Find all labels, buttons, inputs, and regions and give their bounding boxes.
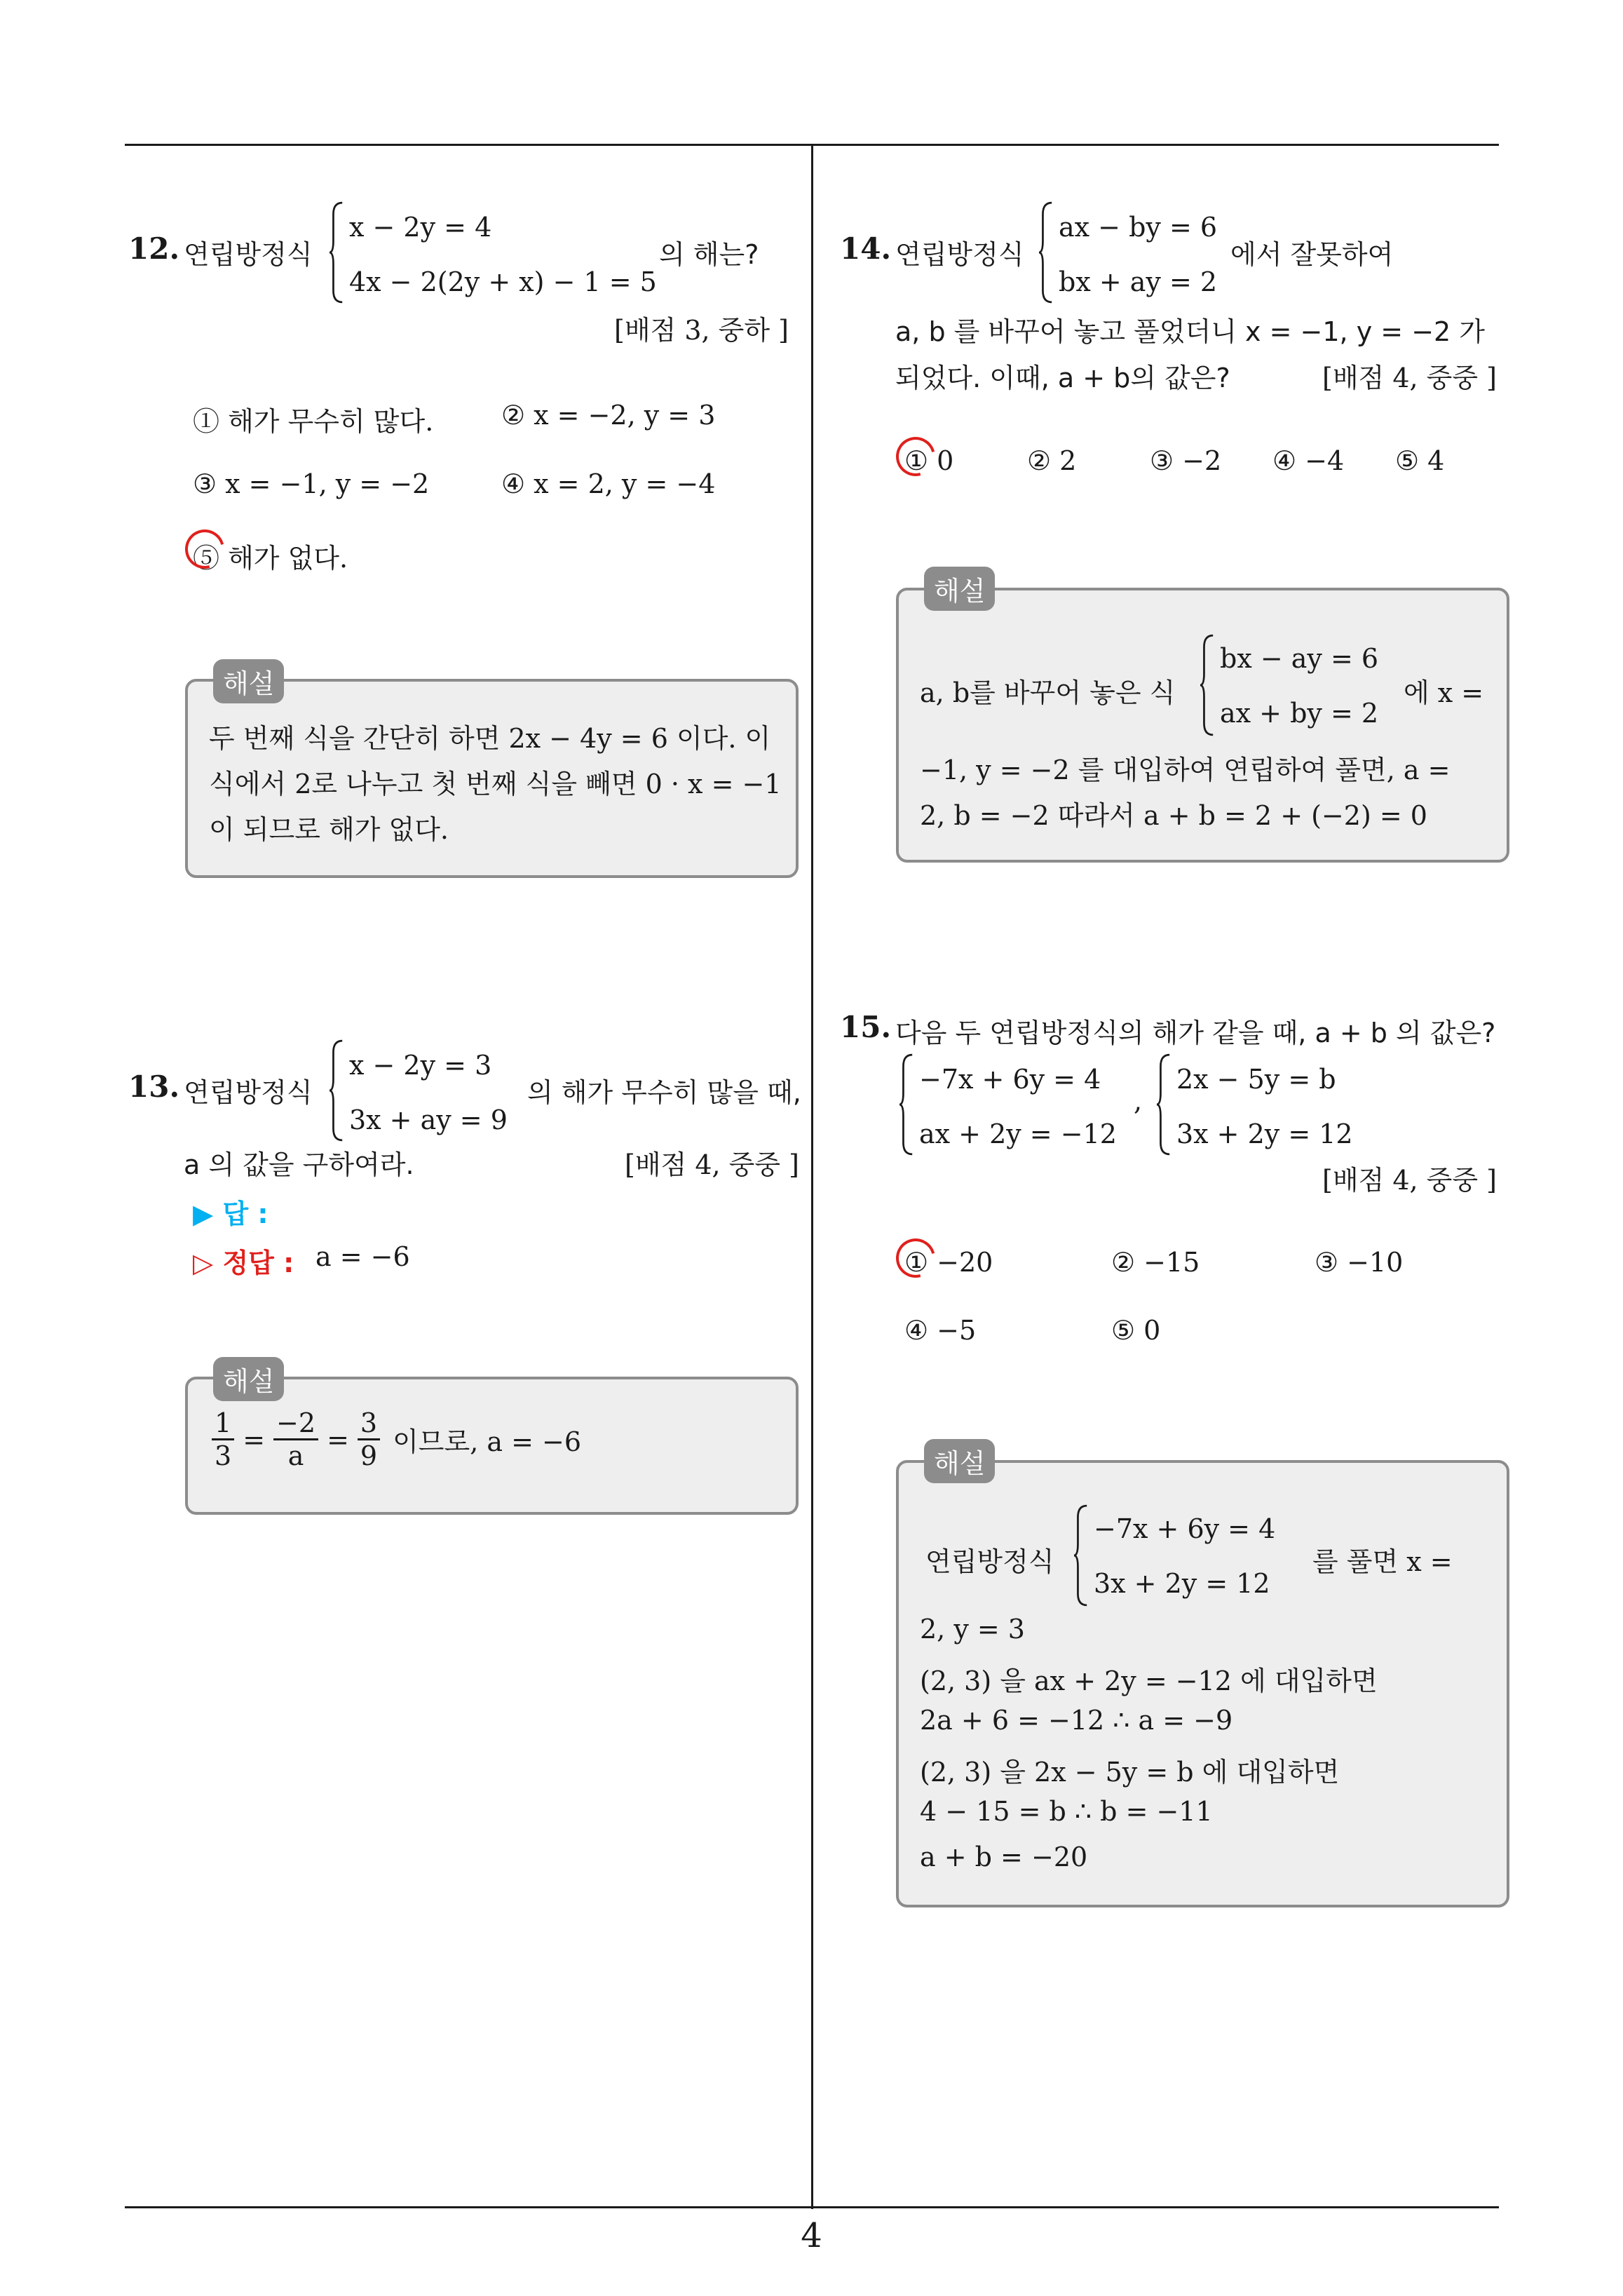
brace-icon xyxy=(330,1034,344,1147)
equation-system-a xyxy=(899,1048,1131,1161)
question-lead: 연립방정식 xyxy=(184,239,313,270)
question-line-2: a, b 를 바꾸어 놓고 풀었더니 x = −1, y = −2 가 xyxy=(895,316,1485,347)
question-number: 14. xyxy=(840,231,892,266)
question-tail: 의 해는? xyxy=(659,239,759,270)
choice-1[interactable]: ① −20 xyxy=(904,1247,993,1278)
equation-1: x − 2y = 3 xyxy=(349,1050,492,1081)
equation-2: 4x − 2(2y + x) − 1 = 5 xyxy=(349,266,657,297)
equation-1: x − 2y = 4 xyxy=(349,212,492,243)
solution-line: 2a + 6 = −12 ∴ a = −9 xyxy=(920,1705,1233,1736)
fraction: $\frac{3}{9}$ xyxy=(358,1407,380,1471)
question-number: 13. xyxy=(128,1069,180,1104)
choice-4[interactable]: ④ x = 2, y = −4 xyxy=(501,468,716,499)
score-difficulty: [배점 3, 중하 ] xyxy=(614,315,789,346)
choice-2[interactable]: ② 2 xyxy=(1027,445,1077,476)
choice-4[interactable]: ④ −4 xyxy=(1272,445,1345,476)
bottom-rule xyxy=(125,2206,1499,2208)
answer-input[interactable] xyxy=(322,1192,603,1224)
solution-tag: 해설 xyxy=(924,567,995,611)
fraction: $\frac{1}{3}$ xyxy=(212,1407,234,1471)
equation-2: 3x + 2y = 12 xyxy=(1094,1568,1270,1599)
brace-icon xyxy=(899,1048,914,1161)
score-difficulty: [배점 4, 중중 ] xyxy=(625,1149,799,1180)
solution-tag: 해설 xyxy=(924,1439,995,1483)
choice-3[interactable]: ③ −2 xyxy=(1150,445,1222,476)
question-line-3: 되었다. 이때, a + b의 값은? xyxy=(895,363,1230,393)
solution-tail: 에 x = xyxy=(1404,677,1484,708)
solution-line: 2, y = 3 xyxy=(920,1614,1025,1645)
solution-line: a + b = −20 xyxy=(920,1842,1088,1872)
equation-2: ax + by = 2 xyxy=(1220,698,1379,729)
equation-1: ax − by = 6 xyxy=(1059,212,1218,243)
solution-box xyxy=(896,588,1509,863)
choice-4[interactable]: ④ −5 xyxy=(904,1315,977,1346)
equation-system xyxy=(330,196,657,309)
equation-1: −7x + 6y = 4 xyxy=(1094,1513,1276,1544)
separator: , xyxy=(1134,1086,1143,1116)
question-lead: 다음 두 연립방정식의 해가 같을 때, a + b 의 값은? xyxy=(895,1018,1496,1048)
solution-lead: a, b를 바꾸어 놓은 식 xyxy=(920,677,1176,708)
score-difficulty: [배점 4, 중중 ] xyxy=(1322,363,1497,393)
question-line-2: a 의 값을 구하여라. xyxy=(184,1149,414,1180)
choice-1[interactable]: ① 0 xyxy=(904,445,954,476)
choice-3[interactable]: ③ x = −1, y = −2 xyxy=(193,468,430,499)
equation-2: 3x + ay = 9 xyxy=(349,1105,508,1135)
question-number: 15. xyxy=(840,1010,892,1044)
solution-lead: 연립방정식 xyxy=(925,1546,1054,1577)
solution-tag: 해설 xyxy=(213,1357,284,1401)
fraction: $\frac{-2}{a}$ xyxy=(273,1407,318,1471)
solution-line: 식에서 2로 나누고 첫 번째 식을 빼면 0 · x = −1 xyxy=(209,769,782,799)
equation-1: −7x + 6y = 4 xyxy=(919,1064,1101,1095)
choice-3[interactable]: ③ −10 xyxy=(1315,1247,1404,1278)
question-lead: 연립방정식 xyxy=(184,1077,313,1108)
equation-2: ax + 2y = −12 xyxy=(919,1119,1117,1149)
brace-icon xyxy=(1039,196,1053,309)
equation-system xyxy=(1074,1499,1298,1612)
choice-5[interactable]: ⑤ 4 xyxy=(1395,445,1445,476)
solution-line: −1, y = −2 를 대입하여 연립하여 풀면, a = xyxy=(920,755,1451,785)
correct-answer-label: ▷ 정답 : xyxy=(193,1248,294,1278)
brace-icon xyxy=(1200,629,1214,741)
choice-5[interactable]: ⑤ 0 xyxy=(1111,1315,1161,1346)
choice-2[interactable]: ② −15 xyxy=(1111,1247,1200,1278)
solution-line: 이 되므로 해가 없다. xyxy=(209,814,449,845)
brace-icon xyxy=(1074,1499,1088,1612)
choice-5[interactable]: ⑤ 해가 없다. xyxy=(193,543,348,574)
equation-system xyxy=(1039,196,1228,309)
equation-2: bx + ay = 2 xyxy=(1059,266,1218,297)
question-number: 12. xyxy=(128,231,180,266)
solution-tag: 해설 xyxy=(213,659,284,703)
column-divider xyxy=(811,144,813,2209)
solution-line: 4 − 15 = b ∴ b = −11 xyxy=(920,1796,1213,1827)
solution-line: (2, 3) 을 2x − 5y = b 에 대입하면 xyxy=(920,1757,1340,1788)
solution-line: 2, b = −2 따라서 a + b = 2 + (−2) = 0 xyxy=(920,800,1427,831)
equation-system xyxy=(330,1034,519,1147)
solution-line: (2, 3) 을 ax + 2y = −12 에 대입하면 xyxy=(920,1666,1378,1696)
choice-2[interactable]: ② x = −2, y = 3 xyxy=(501,400,716,431)
equation-1: 2x − 5y = b xyxy=(1176,1064,1336,1095)
solution-tail: 를 풀면 x = xyxy=(1312,1546,1453,1577)
solution-line: 두 번째 식을 간단히 하면 2x − 4y = 6 이다. 이 xyxy=(209,723,771,754)
score-difficulty: [배점 4, 중중 ] xyxy=(1322,1165,1497,1196)
answer-label: ▶ 답 : xyxy=(193,1198,269,1229)
solution-box xyxy=(185,679,799,878)
brace-icon xyxy=(1157,1048,1171,1161)
question-tail: 의 해가 무수히 많을 때, xyxy=(527,1077,801,1108)
solution-text: 이므로, a = −6 xyxy=(393,1426,582,1457)
choice-1[interactable]: ① 해가 무수히 많다. xyxy=(193,406,434,437)
equation-system xyxy=(1200,629,1383,741)
page-number: 4 xyxy=(801,2216,822,2255)
question-lead: 연립방정식 xyxy=(895,239,1024,270)
correct-answer-value: a = −6 xyxy=(315,1241,410,1272)
solution-box xyxy=(896,1460,1509,1907)
equation-system-b xyxy=(1157,1048,1367,1161)
equation-1: bx − ay = 6 xyxy=(1220,643,1379,674)
solution-fraction-line: $\frac{1}{3}$ = $\frac{-2}{a}$ = $\frac{3}{9}$ 이므로, a = −6 xyxy=(209,1407,581,1471)
brace-icon xyxy=(330,196,344,309)
equation-2: 3x + 2y = 12 xyxy=(1176,1119,1353,1149)
question-tail: 에서 잘못하여 xyxy=(1230,239,1394,270)
